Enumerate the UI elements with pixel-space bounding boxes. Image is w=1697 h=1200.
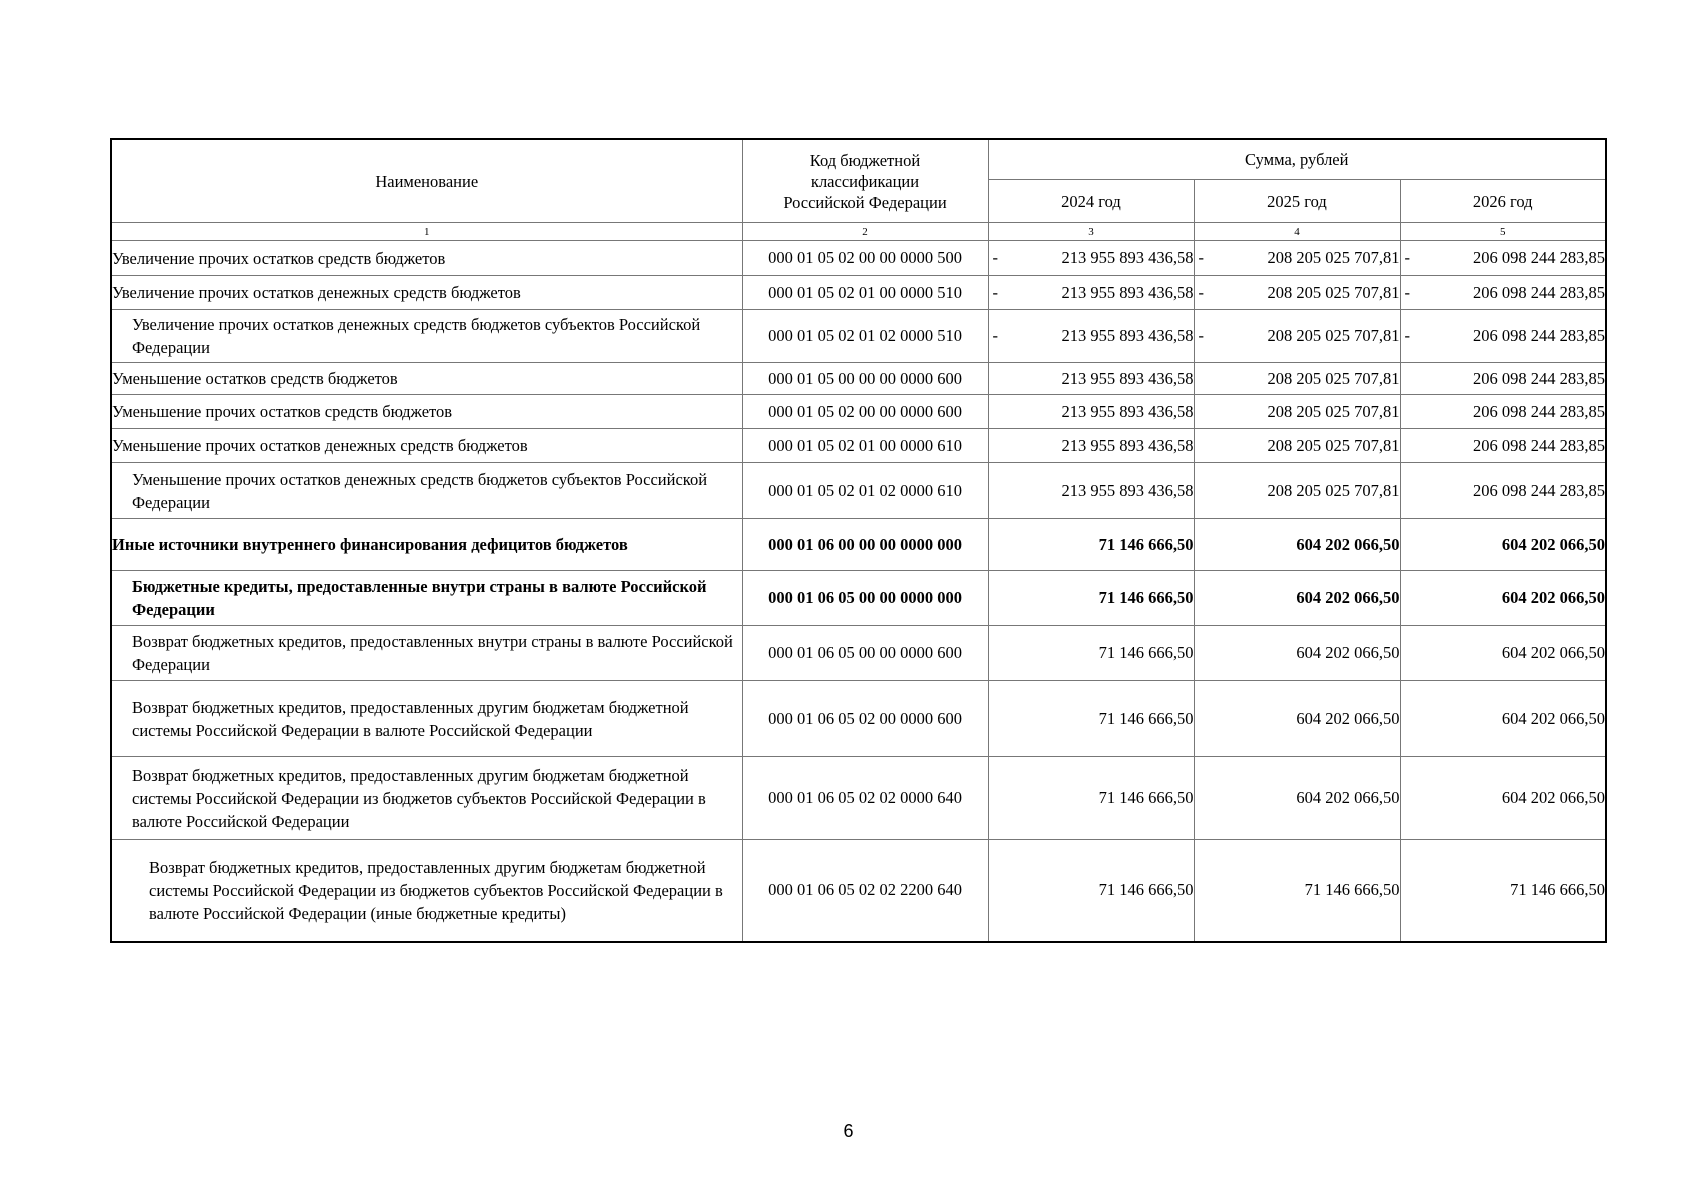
row-name: Увеличение прочих остатков средств бюджетов: [111, 241, 742, 276]
value-2024: 213 955 893 436,58: [988, 429, 1194, 463]
row-name: Увеличение прочих остатков денежных средств бюджетов субъектов Российской Федерации: [111, 310, 742, 363]
value-2026: 206 098 244 283,85: [1400, 395, 1606, 429]
row-code: 000 01 05 02 00 00 0000 500: [742, 241, 988, 276]
value-2024: 71 146 666,50: [988, 626, 1194, 681]
column-number: 1: [111, 223, 742, 241]
value-2026: 604 202 066,50: [1400, 681, 1606, 757]
header-name: Наименование: [111, 139, 742, 223]
table-header-row: [111, 139, 1606, 180]
header-year-2026: 2026 год: [1400, 180, 1606, 223]
minus-sign: -: [992, 326, 998, 345]
value-2026: - 206 098 244 283,85: [1400, 241, 1606, 276]
header-sum: Сумма, рублей: [988, 139, 1606, 180]
row-code: 000 01 06 05 02 02 0000 640: [742, 757, 988, 840]
row-code: 000 01 05 02 00 00 0000 600: [742, 395, 988, 429]
value-2026: 604 202 066,50: [1400, 519, 1606, 571]
column-numbers-row: [111, 223, 1606, 241]
row-name: Уменьшение прочих остатков денежных средств бюджетов: [111, 429, 742, 463]
value-2025: 604 202 066,50: [1194, 757, 1400, 840]
minus-sign: -: [1198, 248, 1204, 267]
value-2026: 604 202 066,50: [1400, 626, 1606, 681]
value-2024: 213 955 893 436,58: [988, 463, 1194, 519]
value-2024: 71 146 666,50: [988, 681, 1194, 757]
table-row: [111, 519, 1606, 571]
header-year-2025: 2025 год: [1194, 180, 1400, 223]
header-year-2024: 2024 год: [988, 180, 1194, 223]
value-2026: 206 098 244 283,85: [1400, 463, 1606, 519]
value-2026: - 206 098 244 283,85: [1400, 310, 1606, 363]
row-name: Возврат бюджетных кредитов, предоставленных другим бюджетам бюджетной системы Российской Федерации из бюджетов субъектов Российской Федерации в валюте Российской Федерации (иные бюджетные кредиты): [111, 840, 742, 942]
value-2024: - 213 955 893 436,58: [988, 241, 1194, 276]
row-name: Уменьшение прочих остатков средств бюджетов: [111, 395, 742, 429]
table-row: [111, 626, 1606, 681]
row-name: Бюджетные кредиты, предоставленные внутри страны в валюте Российской Федерации: [111, 571, 742, 626]
row-code: 000 01 05 02 01 02 0000 510: [742, 310, 988, 363]
table-row: [111, 840, 1606, 942]
minus-sign: -: [1404, 326, 1410, 345]
value-2026: 206 098 244 283,85: [1400, 429, 1606, 463]
page-number: 6: [843, 1121, 854, 1141]
value-2025: - 208 205 025 707,81: [1194, 276, 1400, 310]
table-row: [111, 429, 1606, 463]
minus-sign: -: [1198, 282, 1204, 302]
minus-sign: -: [1198, 326, 1204, 345]
value-2026: 206 098 244 283,85: [1400, 363, 1606, 395]
minus-sign: -: [1404, 248, 1410, 267]
column-number: 2: [742, 223, 988, 241]
row-name: Возврат бюджетных кредитов, предоставленных другим бюджетам бюджетной системы Российской Федерации из бюджетов субъектов Российской Федерации в валюте Российской Федерации: [111, 757, 742, 840]
header-code: Код бюджетной классификации Российской Федерации: [742, 139, 988, 223]
table-row: [111, 571, 1606, 626]
minus-sign: -: [992, 282, 998, 302]
table-row: [111, 681, 1606, 757]
value-2024: 71 146 666,50: [988, 519, 1194, 571]
row-code: 000 01 06 00 00 00 0000 000: [742, 519, 988, 571]
value-2025: - 208 205 025 707,81: [1194, 310, 1400, 363]
table-row: [111, 363, 1606, 395]
value-2025: 71 146 666,50: [1194, 840, 1400, 942]
row-code: 000 01 06 05 00 00 0000 000: [742, 571, 988, 626]
value-2025: 604 202 066,50: [1194, 681, 1400, 757]
minus-sign: -: [992, 248, 998, 267]
column-number: 4: [1194, 223, 1400, 241]
table-row: [111, 395, 1606, 429]
row-code: 000 01 06 05 02 00 0000 600: [742, 681, 988, 757]
value-2024: 71 146 666,50: [988, 571, 1194, 626]
value-2025: 208 205 025 707,81: [1194, 363, 1400, 395]
value-2025: 208 205 025 707,81: [1194, 395, 1400, 429]
table-row: [111, 276, 1606, 310]
value-2024: - 213 955 893 436,58: [988, 276, 1194, 310]
value-2024: 213 955 893 436,58: [988, 395, 1194, 429]
row-name: Увеличение прочих остатков денежных средств бюджетов: [111, 276, 742, 310]
column-number: 3: [988, 223, 1194, 241]
row-code: 000 01 05 02 01 00 0000 510: [742, 276, 988, 310]
value-2025: 208 205 025 707,81: [1194, 463, 1400, 519]
row-code: 000 01 06 05 02 02 2200 640: [742, 840, 988, 942]
row-code: 000 01 05 00 00 00 0000 600: [742, 363, 988, 395]
value-2026: 604 202 066,50: [1400, 757, 1606, 840]
row-code: 000 01 05 02 01 00 0000 610: [742, 429, 988, 463]
table-row: [111, 241, 1606, 276]
row-name: Уменьшение остатков средств бюджетов: [111, 363, 742, 395]
row-code: 000 01 05 02 01 02 0000 610: [742, 463, 988, 519]
value-2026: 71 146 666,50: [1400, 840, 1606, 942]
value-2025: 208 205 025 707,81: [1194, 429, 1400, 463]
row-code: 000 01 06 05 00 00 0000 600: [742, 626, 988, 681]
row-name: Иные источники внутреннего финансирования дефицитов бюджетов: [111, 519, 742, 571]
row-name: Возврат бюджетных кредитов, предоставленных внутри страны в валюте Российской Федерации: [111, 626, 742, 681]
table-row: [111, 310, 1606, 363]
row-name: Уменьшение прочих остатков денежных средств бюджетов субъектов Российской Федерации: [111, 463, 742, 519]
value-2026: - 206 098 244 283,85: [1400, 276, 1606, 310]
column-number: 5: [1400, 223, 1606, 241]
row-name: Возврат бюджетных кредитов, предоставленных другим бюджетам бюджетной системы Российской Федерации в валюте Российской Федерации: [111, 681, 742, 757]
value-2025: 604 202 066,50: [1194, 519, 1400, 571]
value-2026: 604 202 066,50: [1400, 571, 1606, 626]
value-2024: 71 146 666,50: [988, 757, 1194, 840]
budget-sources-table: [110, 138, 1607, 943]
value-2024: - 213 955 893 436,58: [988, 310, 1194, 363]
value-2024: 71 146 666,50: [988, 840, 1194, 942]
table-row: [111, 463, 1606, 519]
value-2025: 604 202 066,50: [1194, 571, 1400, 626]
value-2025: 604 202 066,50: [1194, 626, 1400, 681]
table-row: [111, 757, 1606, 840]
value-2024: 213 955 893 436,58: [988, 363, 1194, 395]
value-2025: - 208 205 025 707,81: [1194, 241, 1400, 276]
minus-sign: -: [1404, 282, 1410, 302]
